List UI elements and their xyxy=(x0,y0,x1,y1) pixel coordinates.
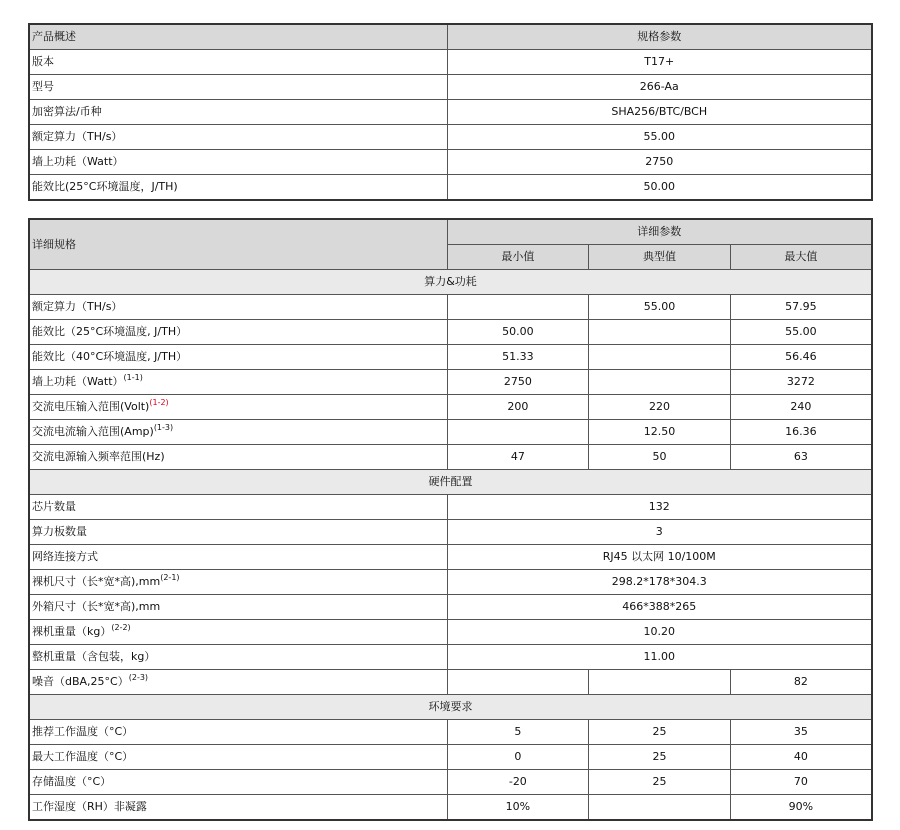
table-row xyxy=(29,395,872,420)
min-value xyxy=(447,295,589,320)
max-value: 70 xyxy=(730,770,872,795)
max-value: 55.00 xyxy=(730,320,872,345)
table-row xyxy=(29,520,872,545)
typ-value xyxy=(589,670,731,695)
table-row xyxy=(29,620,872,645)
footnote-ref: (2-2) xyxy=(111,623,131,632)
min-value: 0 xyxy=(447,745,589,770)
table-row xyxy=(29,50,872,75)
min-value: 200 xyxy=(447,395,589,420)
row-value: 2750 xyxy=(447,150,872,175)
row-value: SHA256/BTC/BCH xyxy=(447,100,872,125)
min-header: 最小值 xyxy=(447,245,589,270)
max-value: 82 xyxy=(730,670,872,695)
row-label: 外箱尺寸（长*宽*高),mm xyxy=(29,595,447,620)
row-label: 额定算力（TH/s） xyxy=(29,125,447,150)
table-row xyxy=(29,595,872,620)
table-row xyxy=(29,175,872,201)
row-label: 交流电流输入范围(Amp)$^{(1-3)}$ xyxy=(29,420,447,445)
max-value: 3272 xyxy=(730,370,872,395)
row-label: 型号 xyxy=(29,75,447,100)
typ-value: 12.50 xyxy=(589,420,731,445)
typ-value: 25 xyxy=(589,770,731,795)
table-row xyxy=(29,320,872,345)
section-title-power: 算力&功耗 xyxy=(29,270,872,295)
spec-value: 132 xyxy=(447,495,872,520)
row-label: 墙上功耗（Watt） xyxy=(29,150,447,175)
row-label: 墙上功耗（Watt）$^{(1-1)}$ xyxy=(29,370,447,395)
row-label: 推荐工作温度（°C） xyxy=(29,720,447,745)
row-value: 50.00 xyxy=(447,175,872,201)
table-row xyxy=(29,150,872,175)
min-value: 50.00 xyxy=(447,320,589,345)
overview-header-label: 产品概述 xyxy=(29,24,447,50)
typ-header: 典型值 xyxy=(589,245,731,270)
table-row xyxy=(29,100,872,125)
row-label: 额定算力（TH/s） xyxy=(29,295,447,320)
table-row xyxy=(29,545,872,570)
table-row xyxy=(29,295,872,320)
row-label: 能效比（40°C环境温度, J/TH） xyxy=(29,345,447,370)
table-row xyxy=(29,795,872,821)
row-label: 工作湿度（RH）非凝露 xyxy=(29,795,447,821)
typ-value: 220 xyxy=(589,395,731,420)
table-row xyxy=(29,75,872,100)
section-title-hardware: 硬件配置 xyxy=(29,470,872,495)
footnote-ref: (2-1) xyxy=(160,573,180,582)
typ-value: 50 xyxy=(589,445,731,470)
row-label: 最大工作温度（°C） xyxy=(29,745,447,770)
table-row xyxy=(29,570,872,595)
overview-header-row xyxy=(29,24,872,50)
row-label: 裸机尺寸（长*宽*高)$,mm^{(2-1)}$ xyxy=(29,570,447,595)
section-row xyxy=(29,270,872,295)
row-label: 算力板数量 xyxy=(29,520,447,545)
max-value: 56.46 xyxy=(730,345,872,370)
max-value: 16.36 xyxy=(730,420,872,445)
typ-value xyxy=(589,370,731,395)
row-label: 版本 xyxy=(29,50,447,75)
max-value: 40 xyxy=(730,745,872,770)
max-value: 57.95 xyxy=(730,295,872,320)
min-value: 10% xyxy=(447,795,589,821)
table-row xyxy=(29,645,872,670)
typ-value: 55.00 xyxy=(589,295,731,320)
typ-value: 25 xyxy=(589,720,731,745)
spec-value: RJ45 以太网 10/100M xyxy=(447,545,872,570)
footnote-ref: (1-1) xyxy=(123,373,143,382)
detail-header-label: 详细规格 xyxy=(29,219,447,270)
table-row xyxy=(29,670,872,695)
footnote-ref: (2-3) xyxy=(128,673,149,682)
row-value: T17+ xyxy=(447,50,872,75)
typ-value xyxy=(589,345,731,370)
row-label: 芯片数量 xyxy=(29,495,447,520)
row-label: 交流电源输入频率范围(Hz) xyxy=(29,445,447,470)
detail-header-row xyxy=(29,219,872,245)
table-row xyxy=(29,720,872,745)
spec-value: 298.2*178*304.3 xyxy=(447,570,872,595)
spec-value: 466*388*265 xyxy=(447,595,872,620)
row-value: 266-Aa xyxy=(447,75,872,100)
row-label: 能效比（25°C环境温度, J/TH） xyxy=(29,320,447,345)
spec-value: 3 xyxy=(447,520,872,545)
row-label: 加密算法/币种 xyxy=(29,100,447,125)
spec-value: 11.00 xyxy=(447,645,872,670)
table-row xyxy=(29,745,872,770)
table-row xyxy=(29,445,872,470)
min-value xyxy=(447,670,589,695)
max-value: 90% xyxy=(730,795,872,821)
row-label: 裸机重量（kg）$^{(2-2)}$ xyxy=(29,620,447,645)
row-label: 能效比(25°C环境温度，J/TH) xyxy=(29,175,447,201)
min-value: 51.33 xyxy=(447,345,589,370)
typ-value: 25 xyxy=(589,745,731,770)
max-value: 63 xyxy=(730,445,872,470)
min-value xyxy=(447,420,589,445)
row-label: 网络连接方式 xyxy=(29,545,447,570)
section-row xyxy=(29,695,872,720)
table-row xyxy=(29,370,872,395)
section-row xyxy=(29,470,872,495)
detail-table xyxy=(28,218,873,821)
row-value: 55.00 xyxy=(447,125,872,150)
footnote-ref: (1-3) xyxy=(153,423,174,432)
section-title-environment: 环境要求 xyxy=(29,695,872,720)
row-label: 存储温度（°C） xyxy=(29,770,447,795)
detail-header-group: 详细参数 xyxy=(447,219,872,245)
min-value: 47 xyxy=(447,445,589,470)
max-value: 35 xyxy=(730,720,872,745)
row-label: 整机重量（含包装，kg） xyxy=(29,645,447,670)
table-row xyxy=(29,125,872,150)
row-label: 交流电压输入范围(Volt)$^{(1-2)}$ xyxy=(29,395,447,420)
row-label: 噪音$(dBA,25^\circ C)^{(2-3)}$ xyxy=(29,670,447,695)
min-value: -20 xyxy=(447,770,589,795)
overview-table xyxy=(28,23,873,201)
max-value: 240 xyxy=(730,395,872,420)
typ-value xyxy=(589,320,731,345)
max-header: 最大值 xyxy=(730,245,872,270)
min-value: 2750 xyxy=(447,370,589,395)
footnote-ref: (1-2) xyxy=(149,398,169,407)
table-row xyxy=(29,420,872,445)
table-row xyxy=(29,345,872,370)
overview-header-value: 规格参数 xyxy=(447,24,872,50)
spec-value: 10.20 xyxy=(447,620,872,645)
table-row xyxy=(29,495,872,520)
typ-value xyxy=(589,795,731,821)
min-value: 5 xyxy=(447,720,589,745)
table-row xyxy=(29,770,872,795)
